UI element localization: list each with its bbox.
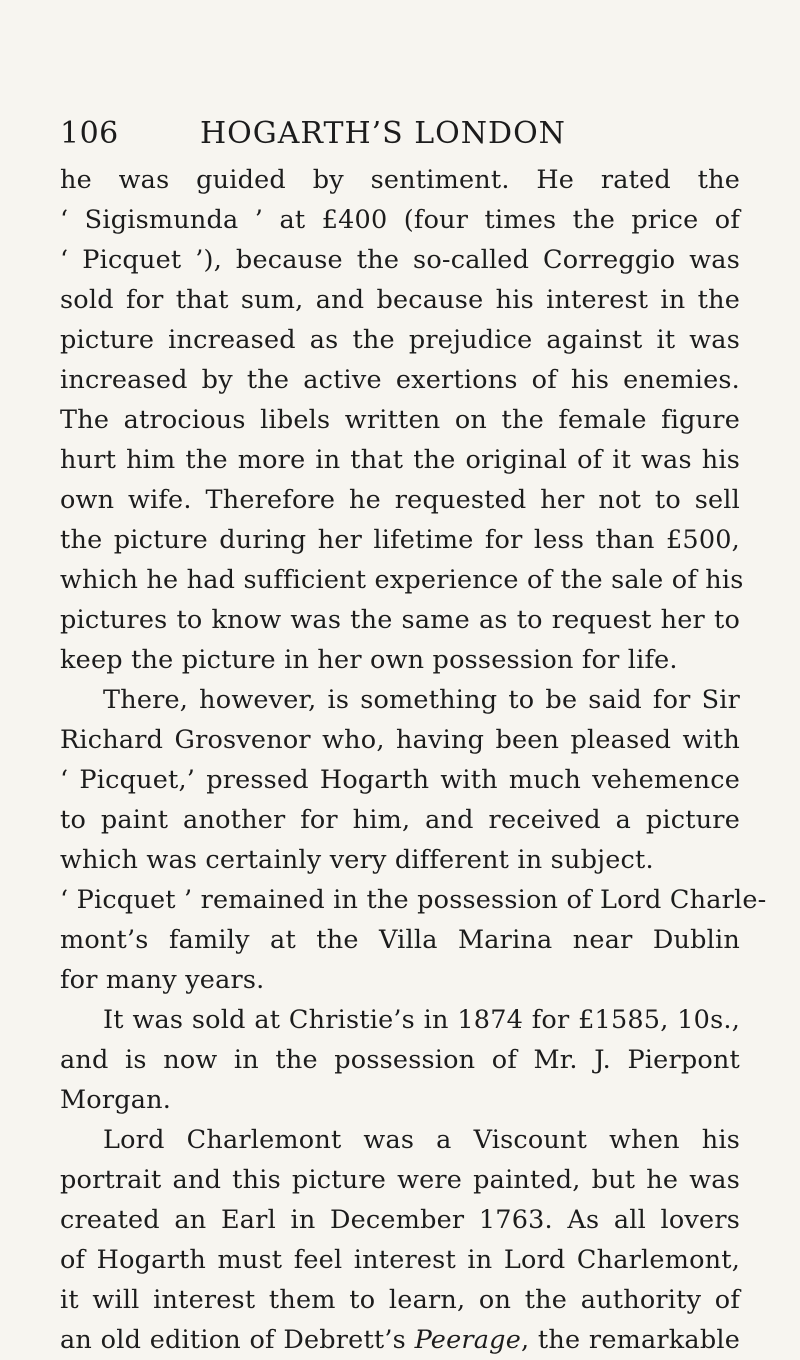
- text-line: Morgan.: [60, 1085, 172, 1115]
- text-line: ‘ Picquet ’ remained in the possession of Lord Charle-: [60, 885, 767, 915]
- book-title-italic: Peerage: [414, 1325, 521, 1355]
- text-line: of Hogarth must feel interest in Lord Charlemont,: [60, 1245, 740, 1275]
- text-line: to paint another for him, and received a picture: [60, 805, 740, 835]
- page-number: 106: [60, 116, 119, 151]
- text-line: Richard Grosvenor who, having been pleased with: [60, 725, 740, 755]
- text-line: which was certainly very different in subject.: [60, 845, 654, 875]
- text-line: It was sold at Christie’s in 1874 for £1585, 10s.,: [103, 1005, 740, 1035]
- text-line: the picture during her lifetime for less than £500,: [60, 525, 740, 555]
- text-line: keep the picture in her own possession for life.: [60, 645, 678, 675]
- text-line: The atrocious libels written on the female figure: [60, 405, 740, 435]
- text-line: he was guided by sentiment. He rated the: [60, 165, 740, 195]
- text-line: for many years.: [60, 965, 265, 995]
- text-fragment: an old edition of Debrett’s: [60, 1325, 415, 1355]
- running-title: HOGARTH’S LONDON: [200, 116, 566, 151]
- running-head: [60, 114, 740, 154]
- text-line: which he had sufficient experience of the sale of his: [60, 565, 744, 595]
- text-line: picture increased as the prejudice against it was: [60, 325, 740, 355]
- text-line: hurt him the more in that the original of it was his: [60, 445, 740, 475]
- text-line: own wife. Therefore he requested her not to sell: [60, 485, 740, 515]
- text-line: and is now in the possession of Mr. J. Pierpont: [60, 1045, 740, 1075]
- text-line: There, however, is something to be said for Sir: [103, 685, 740, 715]
- text-line: pictures to know was the same as to request her to: [60, 605, 740, 635]
- text-line: Lord Charlemont was a Viscount when his: [103, 1125, 740, 1155]
- text-line: created an Earl in December 1763. As all lovers: [60, 1205, 740, 1235]
- text-line: increased by the active exertions of his enemies.: [60, 365, 740, 395]
- text-line: it will interest them to learn, on the authority of: [60, 1285, 740, 1315]
- body-text: [60, 160, 767, 1360]
- text-fragment: , the remarkable: [521, 1325, 741, 1355]
- text-line-final: [60, 1320, 740, 1360]
- text-line: ‘ Picquet ’), because the so-called Correggio was: [60, 245, 740, 275]
- text-line: ‘ Picquet,’ pressed Hogarth with much vehemence: [60, 765, 740, 795]
- text-line: sold for that sum, and because his interest in the: [60, 285, 740, 315]
- text-line: ‘ Sigismunda ’ at £400 (four times the price of: [60, 205, 740, 235]
- text-line: mont’s family at the Villa Marina near Dublin: [60, 925, 740, 955]
- text-line: portrait and this picture were painted, but he was: [60, 1165, 740, 1195]
